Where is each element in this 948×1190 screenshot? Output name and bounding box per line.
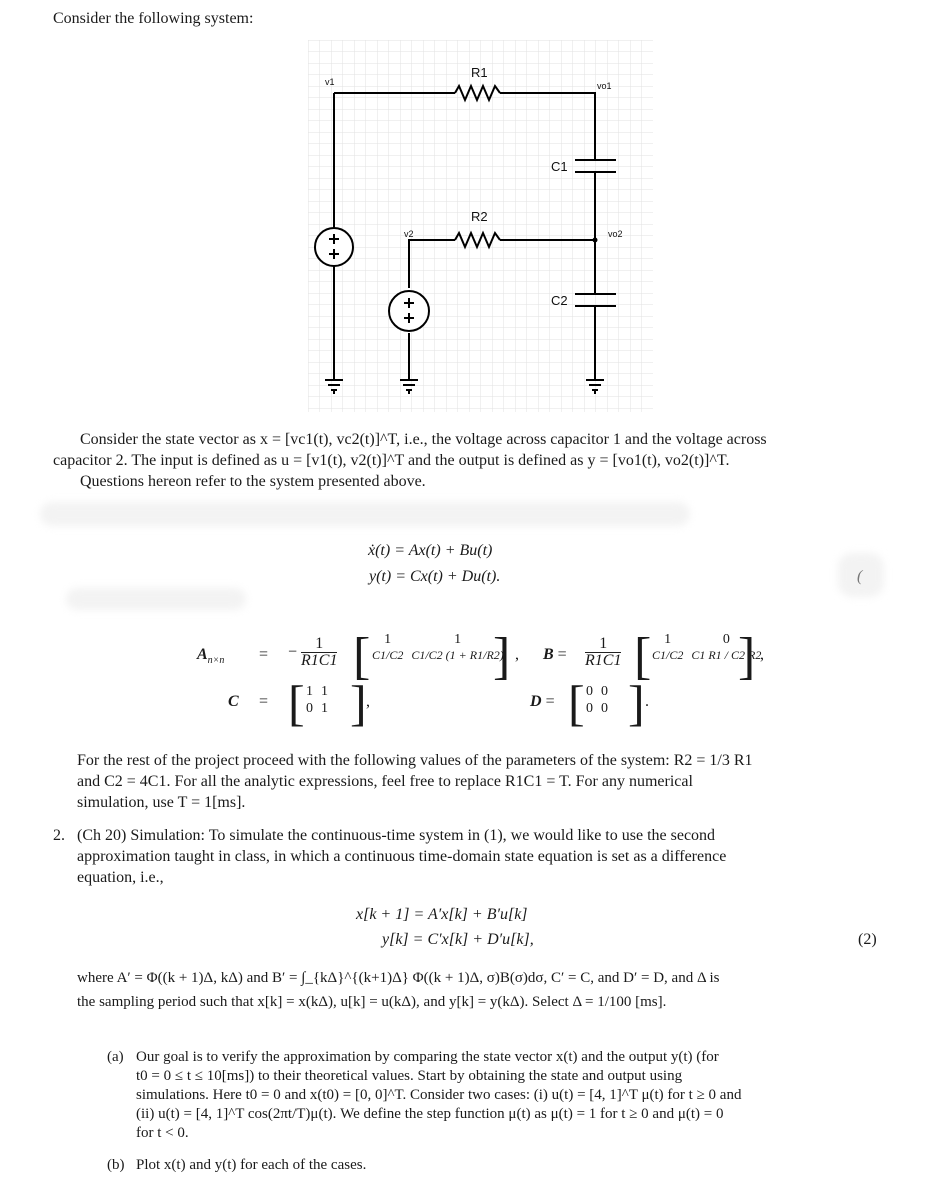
matrix-b-prefactor: $\frac{1}{R1C1}$	[585, 635, 622, 669]
part-a-line3: simulations. Here t0 = 0 and x(t0) = [0, 0]^T. Consider two cases: (i) u(t) = [4, 1]^T μ(t) for t ≥ 0 and	[136, 1087, 742, 1103]
part-b-line1: Plot x(t) and y(t) for each of the cases.	[136, 1157, 367, 1173]
stray-mark: (	[857, 568, 863, 585]
state-paragraph-line1: Consider the state vector as x = [vc1(t), vc2(t)]^T, i.e., the voltage across capacitor 1 and the voltage across	[80, 431, 767, 448]
equation-number: (2)	[858, 931, 877, 948]
circuit-diagram	[308, 40, 653, 412]
part-a-line5: for t < 0.	[136, 1125, 189, 1141]
bracket-left: [	[568, 675, 585, 731]
matrix-b: 1 0 C1/C2 C1 R1 / C2 R2	[652, 632, 762, 662]
state-equation-2: y(t) = Cx(t) + Du(t).	[369, 568, 501, 585]
params-line1: For the rest of the project proceed with the following values of the parameters of the system: R2 = 1/3 R1	[77, 752, 753, 769]
params-line3: simulation, use T = 1[ms].	[77, 794, 246, 811]
label-c2: C2	[551, 293, 568, 308]
label-c1: C1	[551, 159, 568, 174]
label-vo2: vo2	[608, 229, 623, 239]
matrix-a-label: $A_{n\times n}$	[197, 646, 225, 667]
redacted-region	[66, 588, 246, 610]
matrix-a: 1 1 C1/C2 C1/C2 (1 + R1/R2)	[372, 632, 504, 662]
matrix-c-equals: =	[259, 693, 269, 710]
difference-equation-1: x[k + 1] = A′x[k] + B′u[k]	[356, 906, 528, 923]
matrix-d: 0 0 0 0	[586, 684, 608, 716]
label-v2: v2	[404, 229, 414, 239]
matrix-a-prefactor: − $\frac{1}{R1C1}$	[288, 635, 338, 669]
bracket-right: ]	[493, 628, 511, 685]
bracket-left: [	[288, 675, 305, 731]
state-paragraph-line3: Questions hereon refer to the system presented above.	[80, 473, 426, 490]
node-vo2	[593, 238, 598, 243]
label-r1: R1	[471, 65, 488, 80]
where-line2: the sampling period such that x[k] = x(kΔ), u[k] = u(kΔ), and y[k] = y(kΔ). Select Δ = 1/100 [ms].	[77, 994, 667, 1010]
part-a-line4: (ii) u(t) = [4, 1]^T cos(2πt/T)μ(t). We define the step function μ(t) as μ(t) = 1 for t ≥ 0 and μ(t) = 0	[136, 1106, 724, 1122]
grid-background	[308, 40, 653, 412]
where-line1: where A′ = Φ((k + 1)Δ, kΔ) and B′ = ∫_{kΔ}^{(k+1)Δ} Φ((k + 1)Δ, σ)B(σ)dσ, C′ = C, and D′ = D, and Δ is	[77, 970, 720, 986]
bracket-left: [	[353, 628, 371, 685]
matrix-a-equals: =	[259, 646, 269, 663]
redacted-region	[40, 502, 690, 526]
matrix-c: 1 1 0 1	[306, 684, 328, 716]
label-r2: R2	[471, 209, 488, 224]
matrix-b-label: B =	[543, 646, 567, 663]
part-a-line1: Our goal is to verify the approximation by comparing the state vector x(t) and the output y(t) (for	[136, 1049, 719, 1065]
bracket-left: [	[634, 628, 652, 685]
intro-text: Consider the following system:	[53, 10, 254, 27]
question-line2: approximation taught in class, in which a continuous time-domain state equation is set as a difference	[77, 848, 727, 865]
difference-equation-2: y[k] = C′x[k] + D′u[k],	[382, 931, 534, 948]
matrix-d-label: D =	[530, 693, 555, 710]
voltage-source-v1	[315, 228, 353, 266]
label-vo1: vo1	[597, 81, 612, 91]
matrix-c-label: C	[228, 693, 239, 710]
bracket-right: ]	[628, 675, 645, 731]
part-b-label: (b)	[107, 1157, 125, 1173]
params-line2: and C2 = 4C1. For all the analytic expressions, feel free to replace R1C1 = T. For any numerical	[77, 773, 693, 790]
state-paragraph-line2: capacitor 2. The input is defined as u = [v1(t), v2(t)]^T and the output is defined as y = [vo1(t), vo2(t)]^T.	[53, 452, 730, 469]
label-v1: v1	[325, 77, 335, 87]
question-line3: equation, i.e.,	[77, 869, 164, 886]
question-number: 2.	[53, 827, 65, 844]
state-equation-1: ẋ(t) = Ax(t) + Bu(t)	[368, 542, 493, 559]
bracket-right: ]	[350, 675, 367, 731]
part-a-line2: t0 = 0 ≤ t ≤ 10[ms]) to their theoretical values. Start by obtaining the state and output using	[136, 1068, 683, 1084]
voltage-source-v2	[389, 291, 429, 331]
part-a-label: (a)	[107, 1049, 124, 1065]
question-line1: (Ch 20) Simulation: To simulate the continuous-time system in (1), we would like to use the second	[77, 827, 716, 844]
bracket-right: ]	[738, 628, 756, 685]
